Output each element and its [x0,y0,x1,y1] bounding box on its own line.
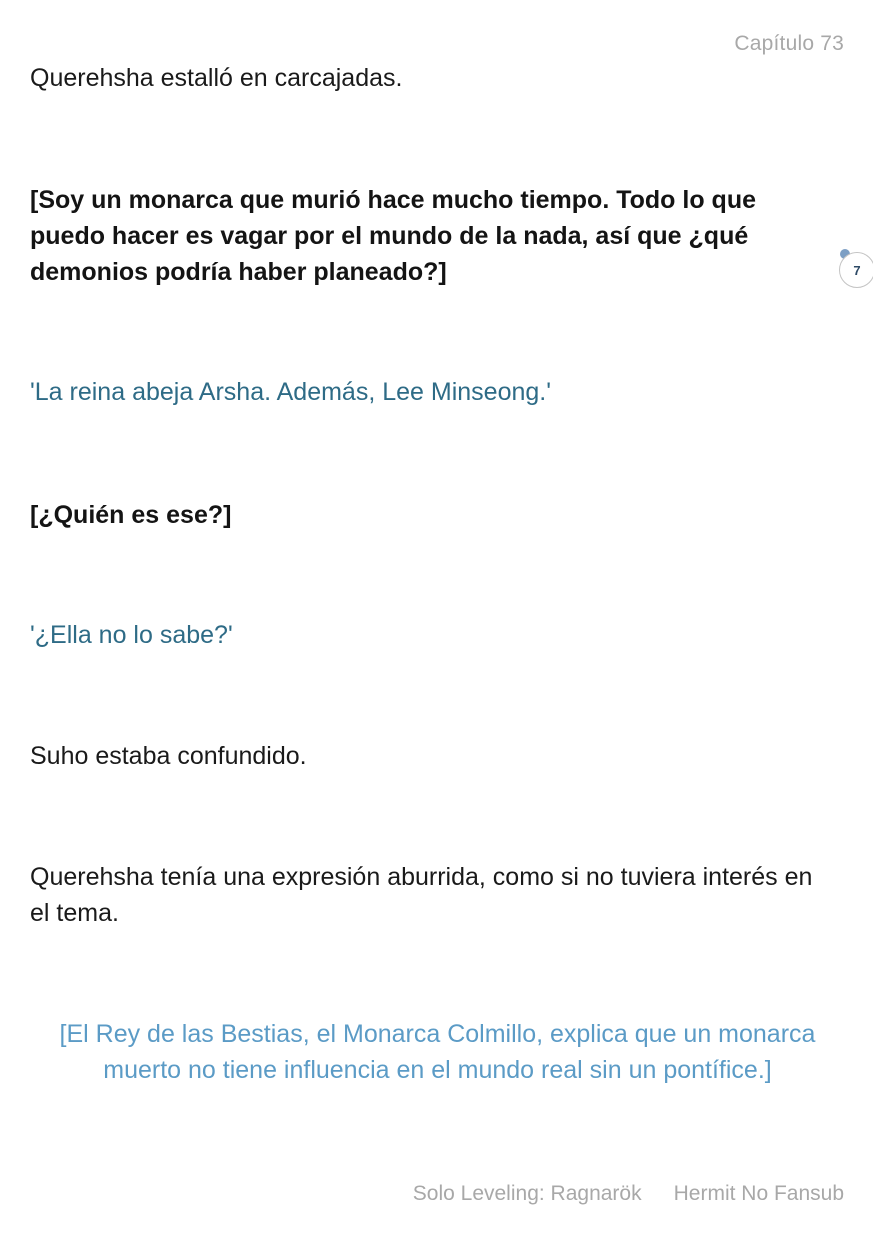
chapter-label: Capítulo 73 [734,32,844,55]
narration-paragraph: Suho estaba confundido. [30,742,307,770]
narration-paragraph: Querehsha tenía una expresión aburrida, como si no tuviera interés en el tema. [30,863,813,927]
thought-paragraph: '¿Ella no lo sabe?' [30,621,233,649]
monarch-dialogue-paragraph: [¿Quién es ese?] [30,501,232,529]
book-title: Solo Leveling: Ragnarök [412,1182,642,1205]
system-note-paragraph: [El Rey de las Bestias, el Monarca Colmillo, explica que un monarca muerto no tiene influencia en el mundo real sin un pontífice.] [59,1020,816,1084]
narration-paragraph: Querehsha estalló en carcajadas. [30,64,403,92]
translator-credit: Hermit No Fansub [673,1182,844,1205]
footer [413,1182,844,1206]
monarch-dialogue-paragraph: [Soy un monarca que murió hace mucho tiempo. Todo lo que puedo hacer es vagar por el mundo de la nada, así que ¿qué demonios podría haber planeado?] [30,186,756,286]
page-number-badge[interactable]: 7 [839,252,873,288]
thought-paragraph: 'La reina abeja Arsha. Además, Lee Minseong.' [30,378,551,406]
